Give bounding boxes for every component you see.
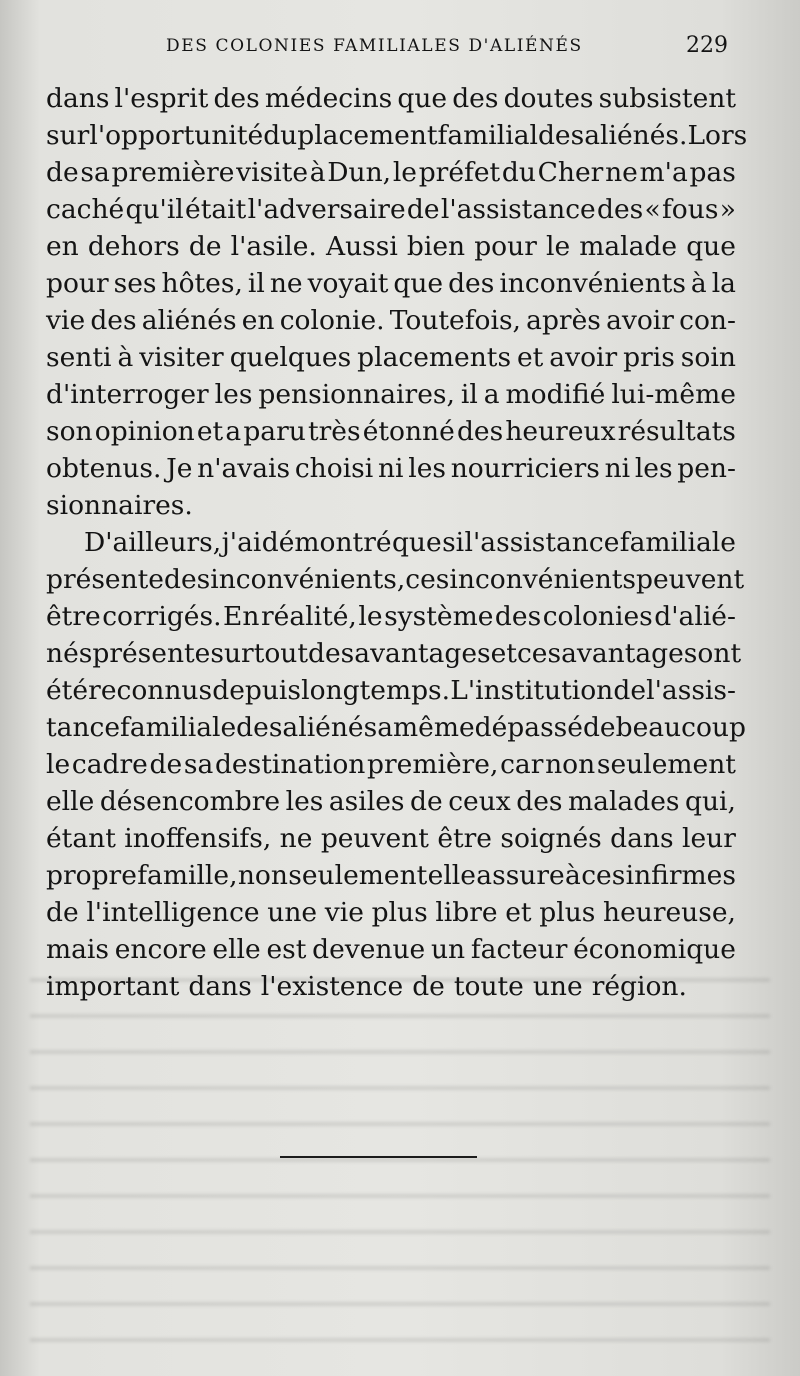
running-head: DES COLONIES FAMILIALES D'ALIÉNÉS	[166, 36, 583, 56]
text-line: obtenus. Je n'avais choisi ni les nourriciers ni les pen-	[46, 453, 736, 484]
text-line: vie des aliénés en colonie. Toutefois, après avoir con-	[46, 305, 736, 336]
text-line: en dehors de l'asile. Aussi bien pour le malade que	[46, 231, 736, 262]
text-line: important dans l'existence de toute une région.	[46, 971, 687, 1002]
text-line: de l'intelligence une vie plus libre et plus heureuse,	[46, 897, 736, 928]
text-line: pour ses hôtes, il ne voyait que des inconvénients à la	[46, 268, 736, 299]
text-line: propre famille, non seulement elle assure à ces infirmes	[46, 860, 736, 891]
text-line: être corrigés. En réalité, le système des colonies d'alié-	[46, 601, 736, 632]
body-text	[46, 80, 748, 1005]
page-number: 229	[686, 33, 728, 58]
text-line: caché qu'il était l'adversaire de l'assistance des « fous »	[46, 194, 736, 225]
text-line: son opinion et a paru très étonné des heureux résultats	[46, 416, 736, 447]
text-line: D'ailleurs, j'ai démontré que si l'assistance familiale	[84, 527, 736, 558]
text-line: senti à visiter quelques placements et avoir pris soin	[46, 342, 736, 373]
text-line: mais encore elle est devenue un facteur économique	[46, 934, 736, 965]
text-line: de sa première visite à Dun, le préfet du Cher ne m'a pas	[46, 157, 736, 188]
text-line: présente des inconvénients, ces inconvénients peuvent	[46, 564, 745, 595]
text-line: tance familiale des aliénés a même dépassé de beaucoup	[46, 712, 746, 743]
text-line: étant inoffensifs, ne peuvent être soignés dans leur	[46, 823, 736, 854]
text-line: d'interroger les pensionnaires, il a modifié lui-même	[46, 379, 736, 410]
text-line: dans l'esprit des médecins que des doutes subsistent	[46, 83, 736, 114]
text-line: elle désencombre les asiles de ceux des malades qui,	[46, 786, 736, 817]
text-line: le cadre de sa destination première, car non seulement	[46, 749, 736, 780]
section-end-rule	[280, 1156, 477, 1158]
text-line: sionnaires.	[46, 490, 193, 521]
show-through-bleed	[30, 960, 770, 1360]
text-line: été reconnus depuis longtemps. L'institution de l'assis-	[46, 675, 736, 706]
text-line: sur l'opportunité du placement familial des aliénés. Lors	[46, 120, 748, 151]
page-header	[0, 33, 800, 66]
text-line: nés présente surtout des avantages et ces avantages ont	[46, 638, 742, 669]
